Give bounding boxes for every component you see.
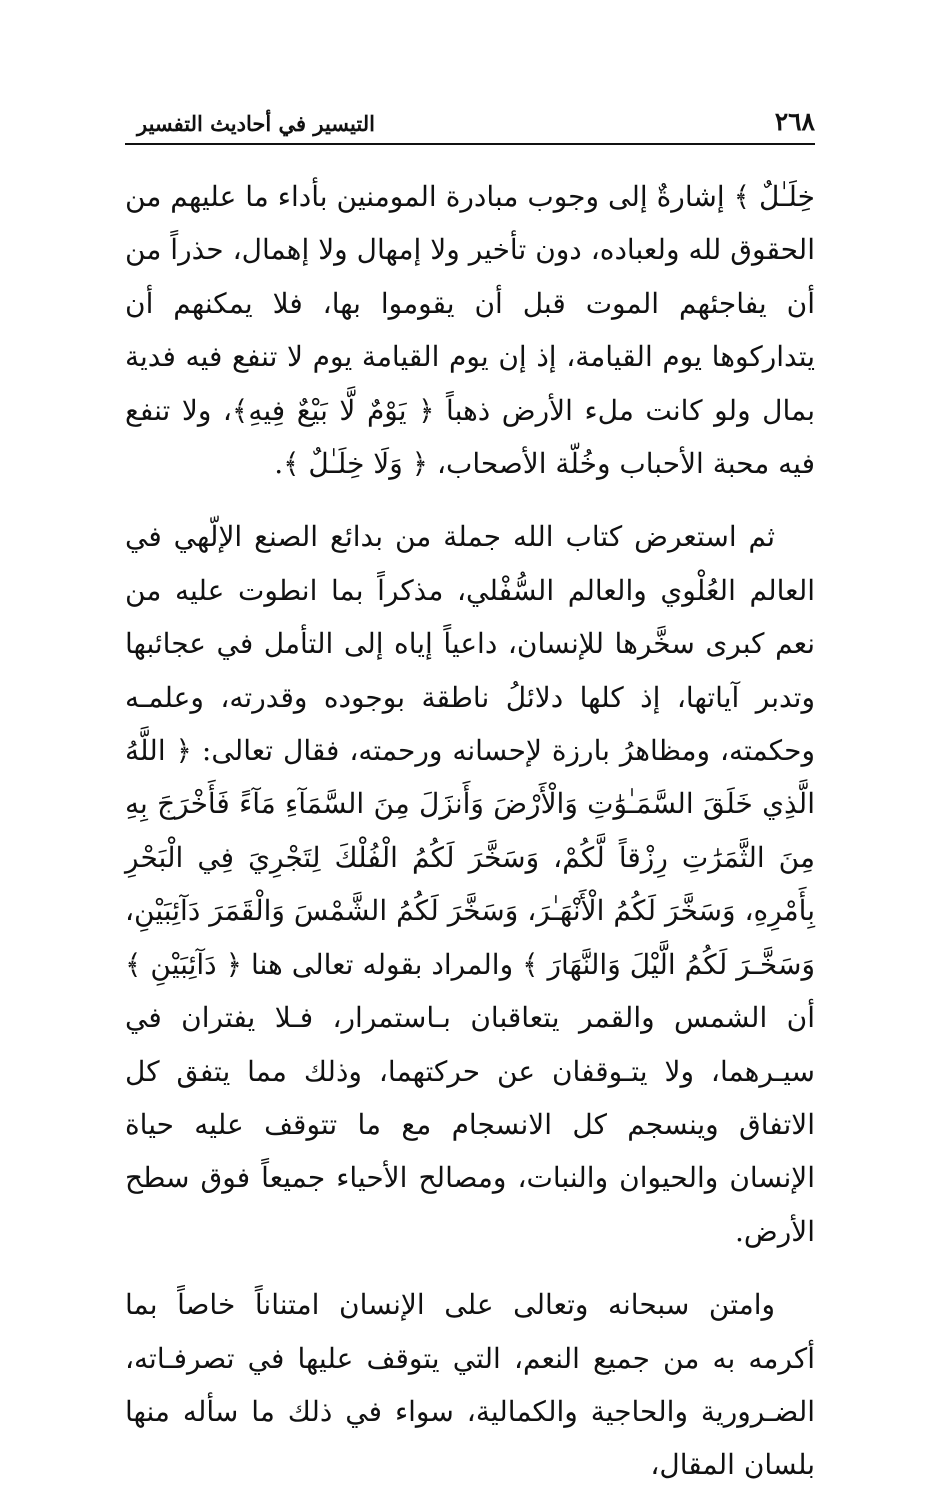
- page-number: ٢٦٨: [774, 107, 815, 136]
- paragraph-2: ثم استعرض كتاب الله جملة من بدائع الصنع الإلّهي في العالم العُلْوي والعالم السُّفْلي، مذكراً بما انطوت عليه من نعم كبرى سخَّرها للإنسان، داعياً إياه إلى التأمل في عجائبها وتدبر آياتها، إذ كلها دلائلُ ناطقة بوجوده وقدرته، وعلمـه وحكمته، ومظاهرُ بارزة لإحسانه ورحمته، فقال تعالى: ﴿ اللَّهُ الَّذِي خَلَقَ السَّمَـٰوَٰتِ وَالْأَرْضَ وَأَنزَلَ مِنَ السَّمَآءِ مَآءً فَأَخْرَجَ بِهِ مِنَ الثَّمَرَٰتِ رِزْقاً لَّكُمْ، وَسَخَّرَ لَكُمُ الْفُلْكَ لِتَجْرِيَ فِي الْبَحْرِ بِأَمْرِهِ، وَسَخَّرَ لَكُمُ الْأَنْهَـٰرَ، وَسَخَّرَ لَكُمُ الشَّمْسَ وَالْقَمَرَ دَآئِبَيْنِ، وَسَخَّـرَ لَكُمُ الَّيْلَ وَالنَّهَارَ ﴾ والمراد بقوله تعالى هنا ﴿ دَآئِبَيْنِ ﴾ أن الشمس والقمر يتعاقبان بـاستمرار، فـلا يفتران في سيـرهما، ولا يتـوقفان عن حركتهما، وذلك مما يتفق كل الاتفاق وينسجم كل الانسجام مع ما تتوقف عليه حياة الإنسان والحيوان والنبات، ومصالح الأحياء جميعاً فوق سطح الأرض.: [125, 520, 816, 1248]
- page-header: [125, 103, 815, 145]
- paragraph-3: وامتن سبحانه وتعالى على الإنسان امتناناً خاصاً بما أكرمه به من جميع النعم، التي يتوقف عليها في تصرفـاته، الضـرورية والحاجية والكمالية، سواء في ذلك ما سأله منها بلسان المقال،: [125, 1288, 815, 1482]
- body-text: [125, 170, 815, 1492]
- running-title: التيسير في أحاديث التفسير: [137, 111, 375, 136]
- paragraph-1: خِلَـٰلٌ ﴾ إشارةٌ إلى وجوب مبادرة المومنين بأداء ما عليهم من الحقوق لله ولعباده، دون تأخير ولا إمهال ولا إهمال، حذراً من أن يفاجئهم الموت قبل أن يقوموا بها، فلا يمكنهم أن يتداركوها يوم القيامة، إذ إن يوم القيامة يوم لا تنفع فيه فدية بمال ولو كانت ملء الأرض ذهباً ﴿ يَوْمٌ لَّا بَيْعٌ فِيهِ﴾، ولا تنفع فيه محبة الأحباب وخُلّة الأصحاب، ﴿ وَلَا خِلَـٰلٌ ﴾.: [125, 180, 815, 481]
